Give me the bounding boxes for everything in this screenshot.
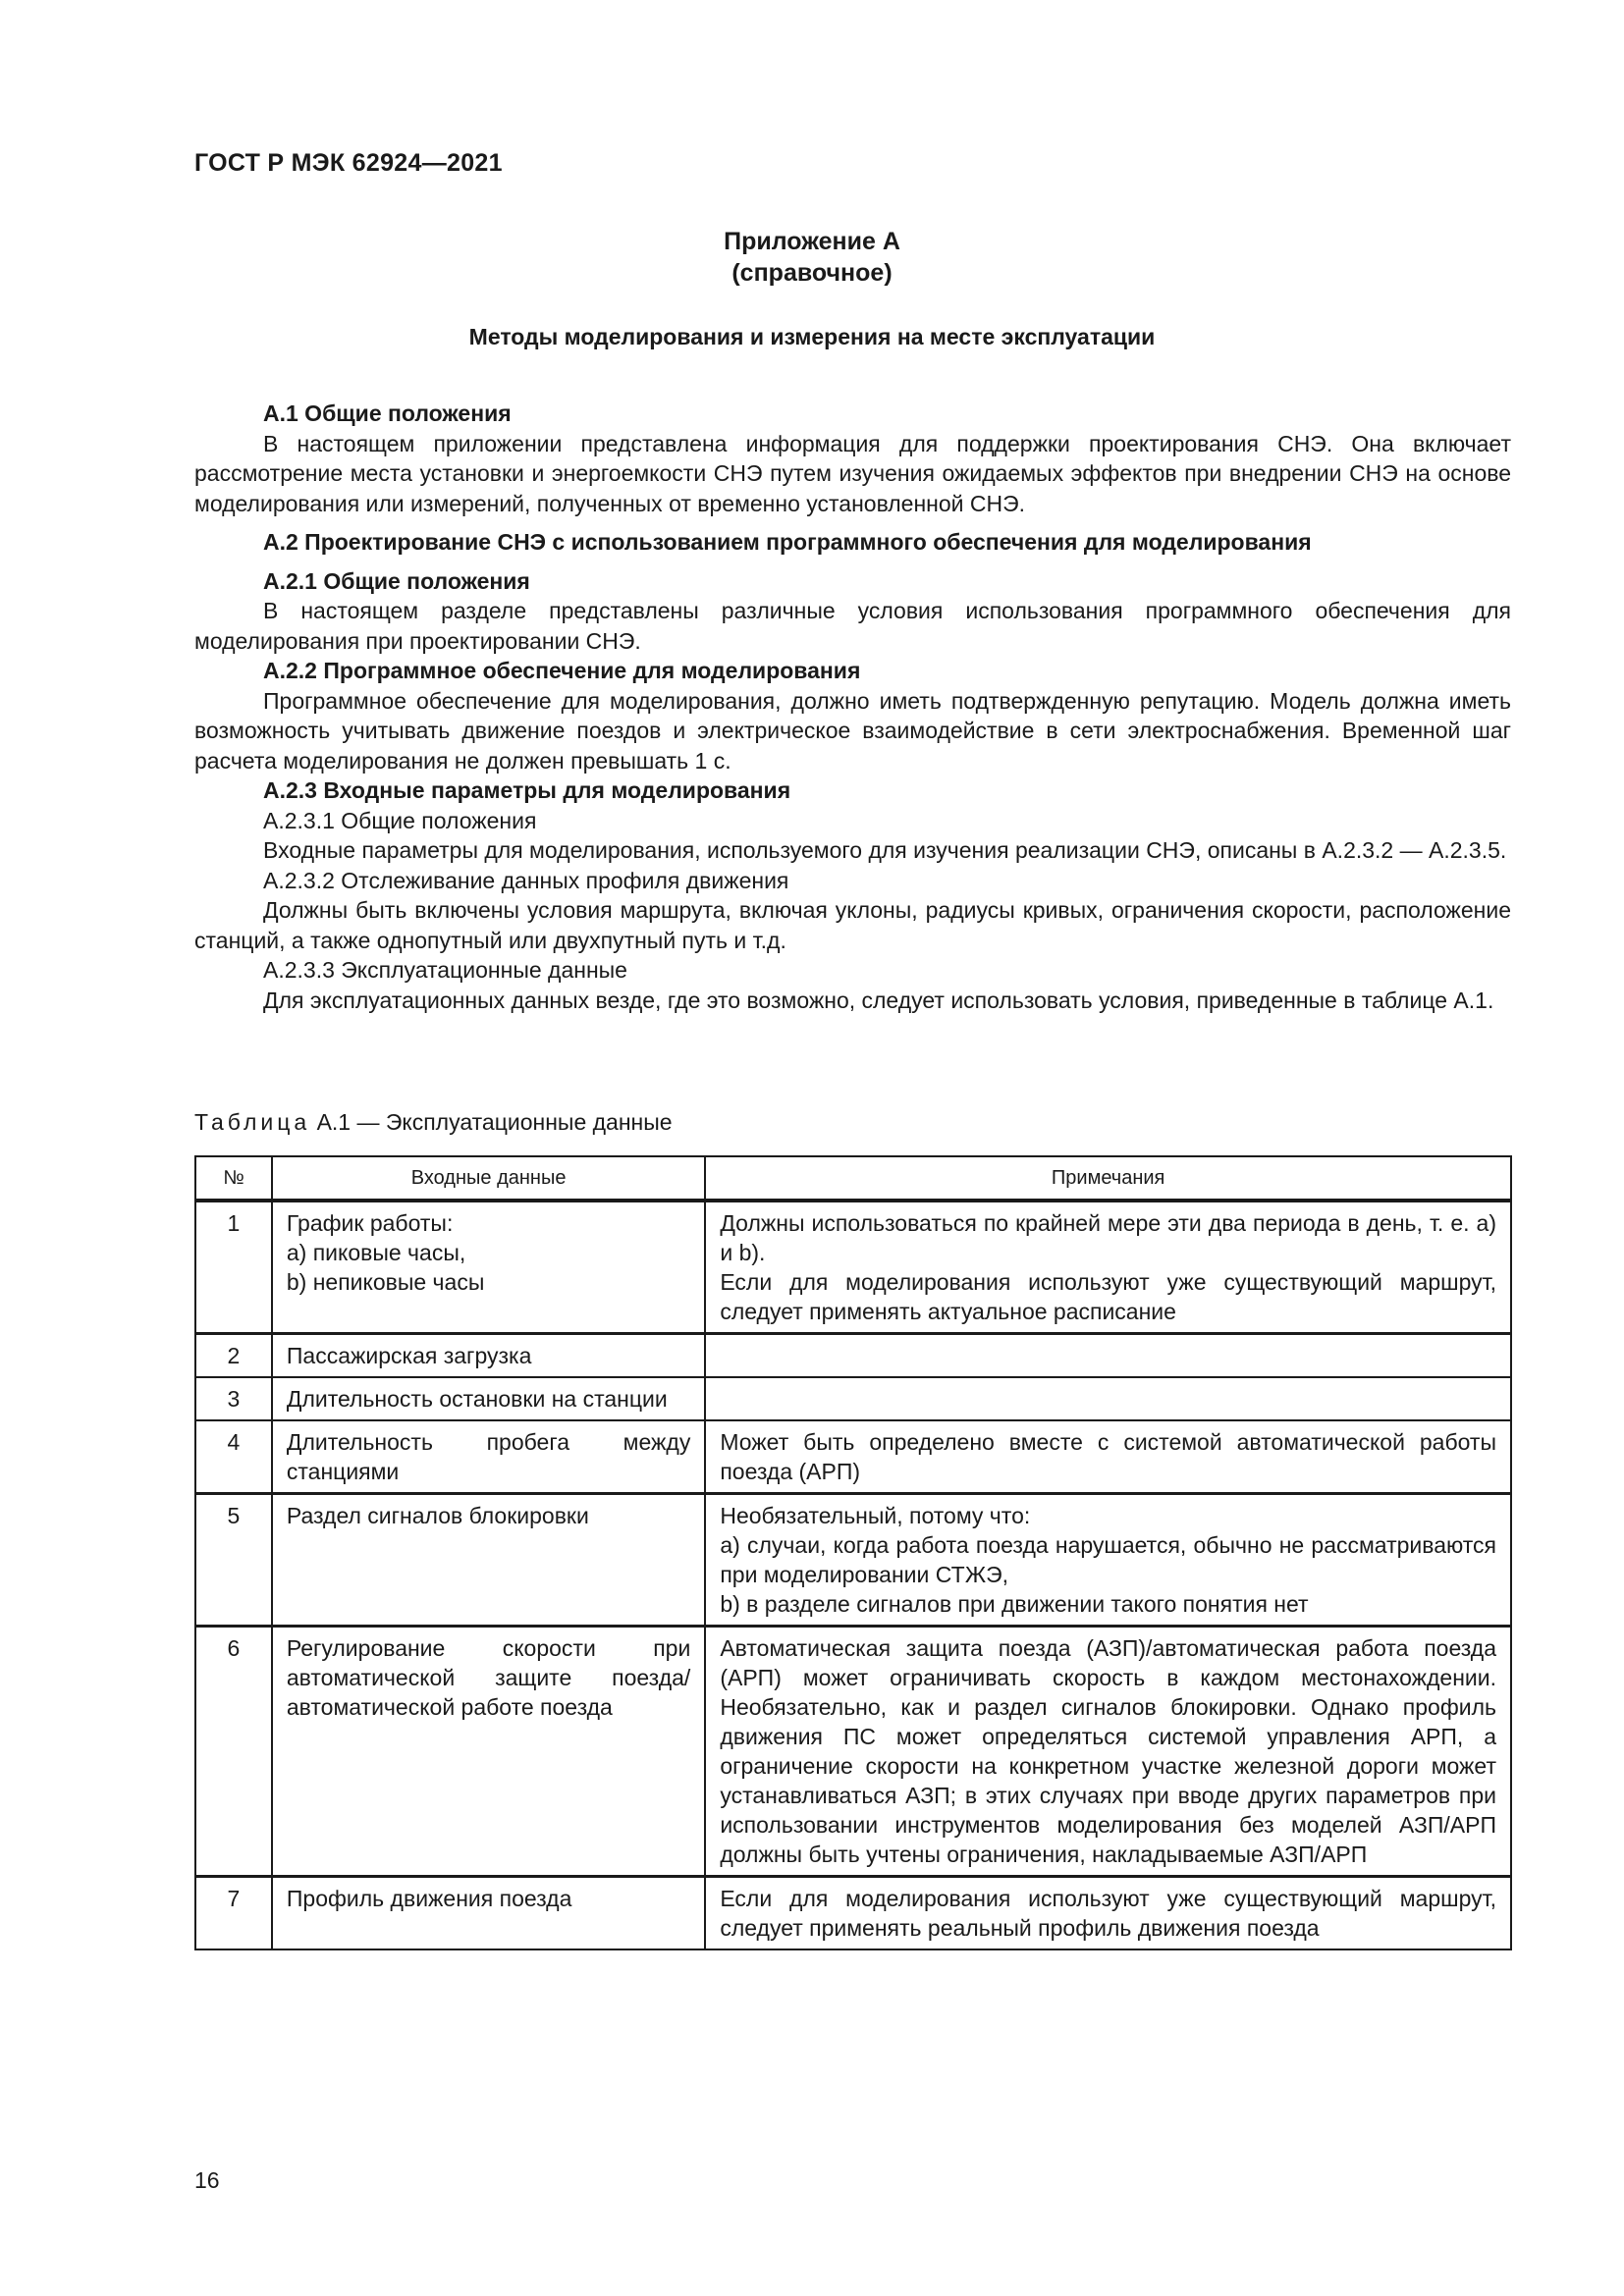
section-heading-a231: А.2.3.1 Общие положения	[263, 807, 537, 833]
row-input: Пассажирская загрузка	[272, 1334, 705, 1378]
row-notes: Может быть определено вместе с системой автоматической работы поезда (АРП)	[705, 1420, 1511, 1494]
row-input-line: b) непиковые часы	[286, 1269, 485, 1295]
row-input: Регулирование скорости при автоматической защите поезда/автоматической работе поезда	[272, 1627, 705, 1877]
annex-name: Методы моделирования и измерения на месте эксплуатации	[468, 324, 1156, 349]
paragraph-a22: Программное обеспечение для моделирования, должно иметь подтвержденную репутацию. Модель должна иметь возможность учитывать движение поездов и электрическое взаимодействие в сети электроснабжения. Временной шаг расчета моделирования не должен превышать 1 с.	[194, 687, 1511, 774]
section-heading-a233: А.2.3.3 Эксплуатационные данные	[263, 957, 627, 983]
header-input-data: Входные данные	[272, 1156, 705, 1201]
row-notes	[705, 1494, 1511, 1627]
annex-title: Приложение А	[724, 228, 900, 255]
section-heading-a23: А.2.3 Входные параметры для моделирования	[263, 777, 791, 803]
row-input-line: График работы:	[286, 1210, 454, 1236]
table-caption	[194, 1109, 673, 1136]
section-heading-a232: А.2.3.2 Отслеживание данных профиля движения	[263, 867, 789, 893]
paragraph-a231: Входные параметры для моделирования, используемого для изучения реализации СНЭ, описаны в А.2.3.2 — А.2.3.5.	[263, 837, 1507, 863]
row-notes-line: Необязательный, потому что:	[720, 1503, 1031, 1528]
row-input: Раздел сигналов блокировки	[272, 1494, 705, 1627]
row-notes-line: Должны использоваться по крайней мере эти два периода в день, т. е. а) и b).	[720, 1210, 1496, 1265]
row-number: 6	[195, 1627, 272, 1877]
row-number: 4	[195, 1420, 272, 1494]
paragraph-a232: Должны быть включены условия маршрута, включая уклоны, радиусы кривых, ограничения скорости, расположение станций, а также однопутный или двухпутный путь и т.д.	[194, 897, 1511, 953]
annex-body	[194, 399, 1511, 1015]
row-notes	[705, 1201, 1511, 1334]
table-row	[195, 1494, 1511, 1627]
row-input: Профиль движения поезда	[272, 1877, 705, 1950]
table-row	[195, 1201, 1511, 1334]
header-number: №	[195, 1156, 272, 1201]
row-input: Длительность пробега между станциями	[272, 1420, 705, 1494]
table-row	[195, 1334, 1511, 1378]
table-row	[195, 1420, 1511, 1494]
section-heading-a1: А.1 Общие положения	[263, 400, 512, 426]
operational-data-table	[194, 1155, 1512, 1950]
section-heading-a21: А.2.1 Общие положения	[263, 567, 530, 594]
table-caption-title: А.1 — Эксплуатационные данные	[310, 1109, 673, 1135]
table-row	[195, 1377, 1511, 1420]
section-heading-a22: А.2.2 Программное обеспечение для моделирования	[263, 658, 861, 683]
header-notes: Примечания	[705, 1156, 1511, 1201]
row-notes	[705, 1334, 1511, 1378]
table-header-row	[195, 1156, 1511, 1201]
row-number: 1	[195, 1201, 272, 1334]
row-notes-line: b) в разделе сигналов при движении такого понятия нет	[720, 1591, 1309, 1617]
row-notes: Автоматическая защита поезда (АЗП)/автоматическая работа поезда (АРП) может ограничивать скорость в каждом местонахождении. Необязательно, как и раздел сигналов блокировки. Однако профиль движения ПС может определяться системой управления АРП, а ограничение скорости на конкретном участке железной дороги может устанавливаться АЗП; в этих случаях при вводе других параметров при использовании инструментов моделирования без моделей АЗП/АРП должны быть учтены ограничения, накладываемые АЗП/АРП	[705, 1627, 1511, 1877]
table-caption-word: Таблица	[194, 1109, 311, 1135]
paragraph-a1: В настоящем приложении представлена информация для поддержки проектирования СНЭ. Она включает рассмотрение места установки и энергоемкости СНЭ путем изучения ожидаемых эффектов при внедрении СНЭ на основе моделирования или измерений, полученных от временно установленной СНЭ.	[194, 430, 1511, 516]
row-number: 7	[195, 1877, 272, 1950]
paragraph-a233: Для эксплуатационных данных везде, где это возможно, следует использовать условия, приведенные в таблице А.1.	[263, 987, 1494, 1013]
row-notes: Если для моделирования используют уже существующий маршрут, следует применять реальный профиль движения поезда	[705, 1877, 1511, 1950]
row-input: Длительность остановки на станции	[272, 1377, 705, 1420]
table-row	[195, 1627, 1511, 1877]
row-notes	[705, 1377, 1511, 1420]
row-input	[272, 1201, 705, 1334]
row-number: 5	[195, 1494, 272, 1627]
row-input-line: a) пиковые часы,	[286, 1240, 466, 1265]
paragraph-a21: В настоящем разделе представлены различные условия использования программного обеспечения для моделирования при проектировании СНЭ.	[194, 598, 1511, 654]
row-number: 3	[195, 1377, 272, 1420]
row-notes-line: а) случаи, когда работа поезда нарушается, обычно не рассматриваются при моделировании СТЖЭ,	[720, 1532, 1496, 1587]
page-number: 16	[194, 2167, 220, 2193]
section-heading-a2: А.2 Проектирование СНЭ с использованием программного обеспечения для моделирования	[263, 529, 1312, 555]
standard-code: ГОСТ Р МЭК 62924—2021	[194, 149, 503, 177]
table-row	[195, 1877, 1511, 1950]
annex-status: (справочное)	[731, 259, 893, 287]
row-notes-line: Если для моделирования используют уже существующий маршрут, следует применять актуальное расписание	[720, 1269, 1496, 1324]
row-number: 2	[195, 1334, 272, 1378]
